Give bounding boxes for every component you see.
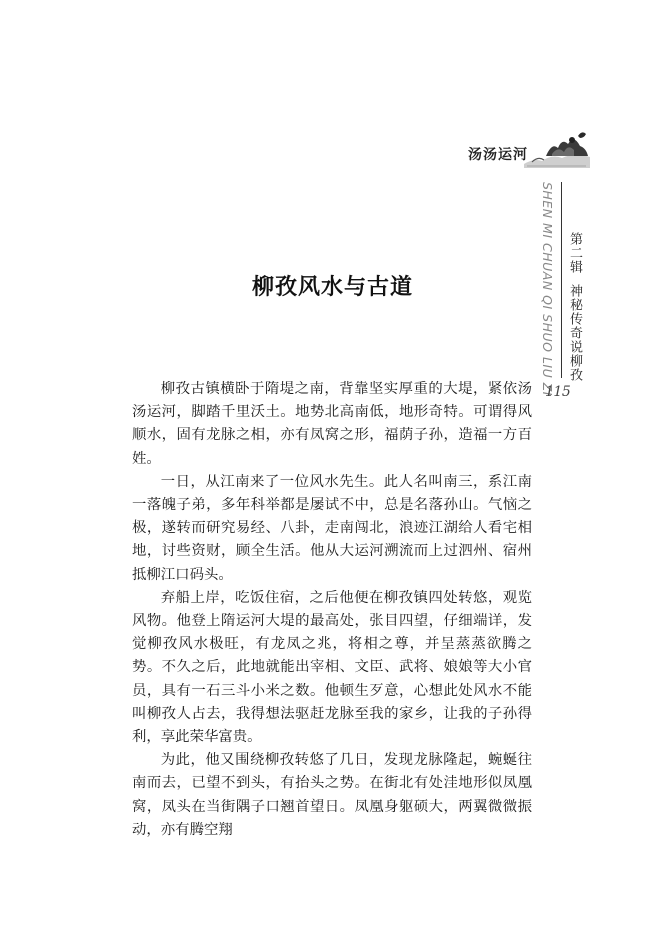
paragraph: 一日，从江南来了一位风水先生。此人名叫南三，系江南一落魄子弟，多年科举都是屡试不中，总是名落孙山。气恼之极，遂转而研究易经、八卦，走南闯北，浪迹江湖给人看宅相地，讨些资财，顾全生活。他从大运河溯流而上过泗州、宿州抵柳江口码头。	[132, 473, 532, 583]
series-label: 神秘传奇说柳孜	[567, 284, 582, 382]
body-text	[132, 378, 532, 842]
ink-landscape-icon	[522, 124, 592, 170]
running-header-title: 汤汤运河	[468, 147, 528, 163]
chapter-title: 柳孜风水与古道	[251, 274, 413, 300]
paragraph: 弃船上岸，吃饭住宿，之后他便在柳孜镇四处转悠，观览风物。他登上隋运河大堤的最高处，张目四望，仔细端详，发觉柳孜风水极旺，有龙凤之兆，将相之尊，并呈蒸蒸欲腾之势。不久之后，此地就能出宰相、文臣、武将、娘娘等大小官员，具有一石三斗小米之数。他顿生歹意，心想此处风水不能叫柳孜人占去，我得想法驱赶龙脉至我的家乡，让我的子孙得利，享此荣华富贵。	[132, 589, 532, 746]
series-chinese-title	[565, 232, 584, 382]
series-english-title: SHEN MI CHUAN QI SHUO LIU ZI	[540, 182, 555, 396]
volume-label: 第二辑	[567, 232, 582, 274]
paragraph: 柳孜古镇横卧于隋堤之南，背靠坚实厚重的大堤，紧依汤汤运河，脚踏千里沃土。地势北高南低，地形奇特。可谓得风顺水，固有龙脉之相，亦有凤窝之形，福荫子孙，造福一方百姓。	[132, 381, 532, 467]
paragraph: 为此，他又围绕柳孜转悠了几日，发现龙脉隆起，蜿蜒往南而去，已望不到头，有抬头之势。在街北有处洼地形似凤凰窝，凤头在当街隅子口翘首望日。凤凰身躯硕大，两翼微微振动，亦有腾空翔	[132, 752, 532, 838]
page-number: 115	[545, 384, 571, 400]
